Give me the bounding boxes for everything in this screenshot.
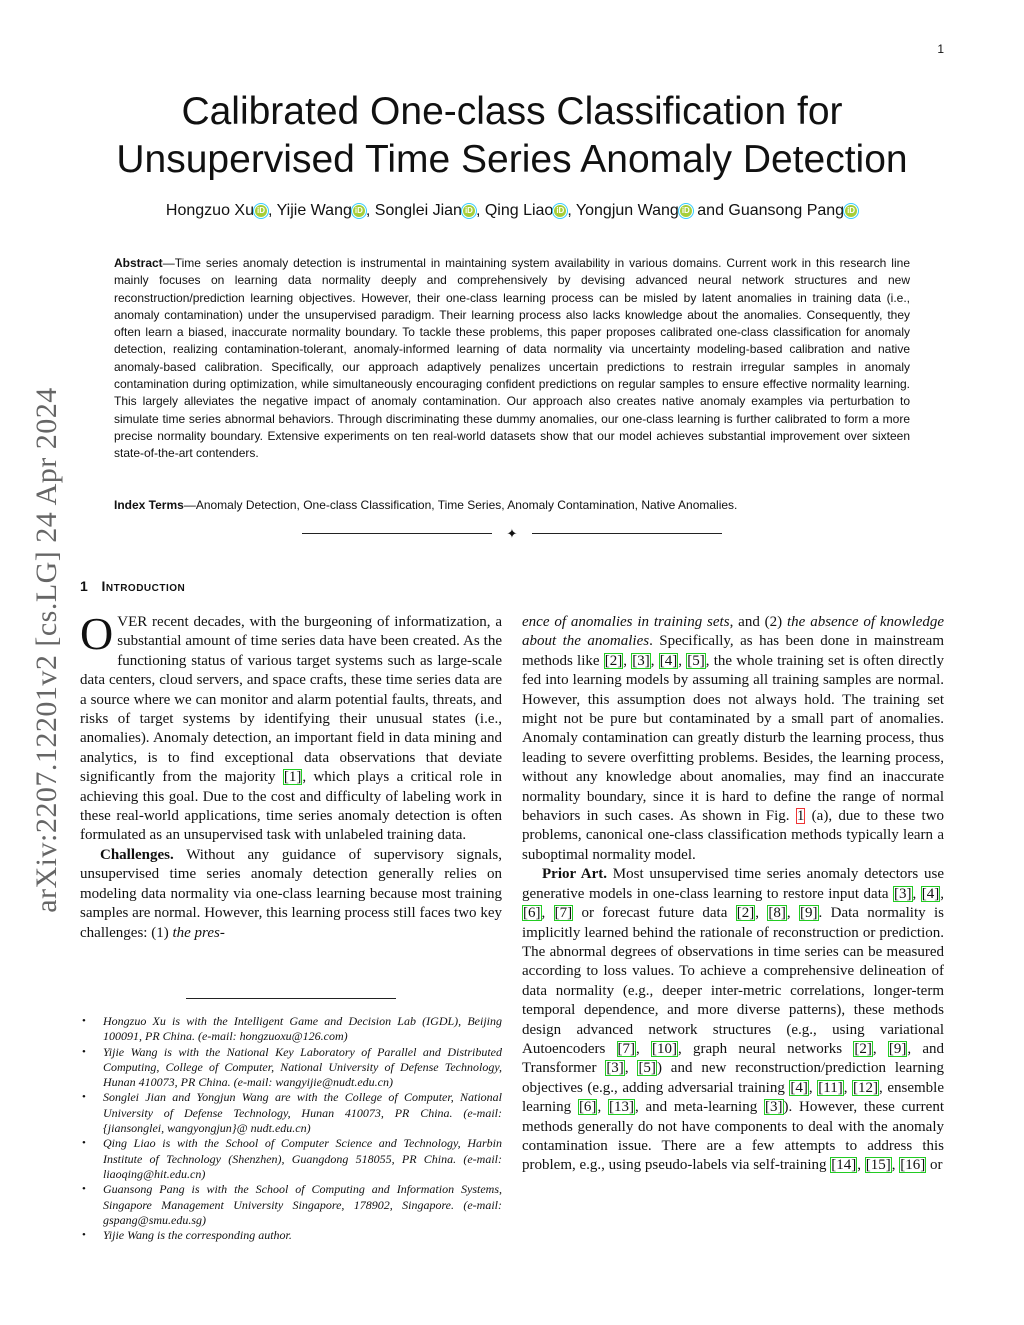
right-column — [522, 613, 944, 1176]
intro-paragraph: OVER recent decades, with the burgeoning of informatization, a substantial amount of time series data have been created. As the functioning status of various target systems such as large-scale data centers, cloud servers, and space crafts, these time series data are a source where we can monitor and alarm potential faults, threats, and risks of target systems by identifying their unusual states (i.e., anomalies). Anomaly detection, an important field in data mining and analytics, is to find exceptional data observations that deviate significantly from the majority [1], which plays a critical role in achieving this goal. Due to the cost and difficulty of labeling work in these real-world applications, time series anomaly detection is often formulated as an unsupervised task with unlabeled training data. — [80, 608, 503, 844]
citation-link[interactable]: [5] — [638, 1060, 656, 1077]
citation-link[interactable]: [3] — [632, 652, 650, 669]
citation-link[interactable]: [6] — [523, 905, 541, 922]
section-heading — [80, 578, 185, 594]
citation-link[interactable]: [7] — [617, 1040, 636, 1057]
citation-link[interactable]: [4] — [921, 885, 940, 902]
arxiv-sidebar — [22, 350, 72, 950]
index-terms-label: Index Terms — [114, 498, 184, 512]
footnote-item: • Guansong Pang is with the School of Computing and Information Systems, Singapore Management University Singapore, 178902, Singapore. (e-mail: gspang@smu.edu.sg) — [80, 1182, 502, 1228]
citation-link[interactable]: [1] — [283, 769, 302, 786]
abstract-label: Abstract — [114, 256, 163, 270]
author-footnotes — [80, 1014, 502, 1243]
citation-link[interactable]: [9] — [888, 1040, 907, 1057]
challenges-paragraph: Challenges. Without any guidance of supervisory signals, unsupervised time series anomaly detection generally relies on modeling data normality via one-class learning because most training samples are normal. However, this learning process still faces two key challenges: (1) the pres- — [80, 846, 502, 941]
citation-link[interactable]: [16] — [900, 1157, 926, 1174]
citation-link[interactable]: [9] — [800, 905, 818, 922]
author-list — [80, 202, 944, 220]
citation-link[interactable]: [14] — [831, 1157, 857, 1174]
citation-link[interactable]: [12] — [853, 1079, 879, 1096]
challenges-continued-paragraph: ence of anomalies in training sets, and (2) the absence of knowledge about the anomalies. Specifically, as has been done in mainstream methods like [2], [3], [4], [5], the whole training set is often directly fed into learning models by assuming all training samples are normal. However, this assumption does not always hold. The training set might not be pure but contaminated by a small part of anomalies. Anomaly contamination can greatly disturb the learning process, thus leading to severe overfitting problems. Besides, the learning process, without any knowledge about anomalies, may find an inaccurate normality boundary, since it is hard to define the range of normal behaviors in such cases. As shown in Fig. 1 (a), due to these two problems, canonical one-class classification methods typically learn a suboptimal normality model. — [522, 614, 945, 863]
citation-link[interactable]: [2] — [736, 905, 755, 922]
orcid-id-icon[interactable]: iD — [464, 205, 473, 215]
footnote-item: • Yijie Wang is with the National Key Laboratory of Parallel and Distributed Computing, College of Computer, National University of Defense Technology, Hunan 410073, PR China. (e-mail: wangyijie@nudt.edu.cn) — [80, 1045, 502, 1091]
abstract — [114, 255, 910, 463]
citation-link[interactable]: [2] — [854, 1040, 872, 1057]
abstract-text: —Time series anomaly detection is instrumental in maintaining system availability in various domains. Current work in this research line mainly focuses on learning data normality deeply and comprehensively by devising advanced neural network structures and new reconstruction/prediction learning objectives. However, their one-class learning process can be misled by latent anomalies in training data (i.e., anomaly contamination) under the unsupervised paradigm. Their learning process also lacks knowledge about the anomalies. Consequently, they often learn a biased, inaccurate normality boundary. To tackle these problems, this paper proposes calibrated one-class classification for anomaly detection, realizing contamination-tolerant, anomaly-informed learning of data normality via uncertainty modeling-based calibration and native anomaly-based calibration. Specifically, our approach adaptively penalizes uncertain predictions to restrain irregular samples in anomaly contamination during optimization, while simultaneously encouraging confident predictions on regular samples to ensure effective normality learning. This largely alleviates the negative impact of anomaly contamination. Our approach also creates native anomaly examples via perturbation to simulate time series abnormal behaviors. Through discriminating these dummy anomalies, our one-class learning is further calibrated to form a more precise normality boundary. Extensive experiments on ten real-world datasets show that our model achieves substantial improvement over sixteen state-of-the-art contenders. — [114, 256, 910, 461]
footnote-item: • Yijie Wang is the corresponding author. — [80, 1228, 502, 1243]
author-name: Hongzuo Xu — [165, 202, 254, 219]
left-column — [80, 608, 503, 943]
section-divider — [302, 526, 722, 542]
section-number: 1 — [80, 578, 89, 594]
prior-art-paragraph: Prior Art. Most unsupervised time series anomaly detectors use generative models in one-class learning to restore input data [3], [4], [6], [7] or forecast future data [2], [8], [9]. Data normality is implicitly learned behind the rationale of reconstruction or prediction. The abnormal degrees of observations in time series can be measured according to loss values. To achieve a comprehensive delineation of data normality (e.g., deeper inter-metric correlations, longer-term temporal dependence, and more diverse patterns), these methods design advanced network structures (e.g., using variational Autoencoders [7], [10], graph neural networks [2], [9], and Transformer [3], [5]) and new reconstruction/prediction learning objectives (e.g., adding adversarial training [4], [11], [12], ensemble learning [6], [13], and meta-learning [3]). However, these current methods generally do not have components to deal with the anomaly contamination issue. There are a few attempts to address this problem, e.g., using pseudo-labels via self-training [14], [15], [16] or — [522, 866, 945, 1174]
four-point-star-icon: ✦ — [506, 526, 518, 541]
citation-link[interactable]: [4] — [790, 1079, 808, 1096]
citation-link[interactable]: [10] — [652, 1040, 678, 1057]
author-name: and Guansong Pang — [692, 202, 845, 219]
index-terms-text: —Anomaly Detection, One-class Classification, Time Series, Anomaly Contamination, Native Anomalies. — [183, 498, 738, 512]
citation-link[interactable]: [4] — [659, 652, 678, 669]
figure-reference-link[interactable]: 1 — [796, 808, 805, 825]
citation-link[interactable]: [3] — [894, 885, 912, 902]
arxiv-identifier: arXiv:2207.12201v2 [cs.LG] 24 Apr 2024 — [30, 387, 63, 913]
orcid-id-icon[interactable]: iD — [847, 205, 856, 215]
citation-link[interactable]: [13] — [608, 1099, 634, 1116]
citation-link[interactable]: [8] — [768, 905, 786, 922]
footnote-item: • Hongzuo Xu is with the Intelligent Game and Decision Lab (IGDL), Beijing 100091, PR China. (e-mail: hongzuoxu@126.com) — [80, 1014, 502, 1045]
footnote-item: • Songlei Jian and Yongjun Wang are with the College of Computer, National University of Defense Technology, Hunan 410073, PR China. (e-mail: {jiansonglei, wangyongjun}@ nudt.edu.cn) — [80, 1090, 502, 1136]
citation-link[interactable]: [15] — [865, 1157, 891, 1174]
author-name: , Songlei Jian — [365, 202, 462, 219]
citation-link[interactable]: [3] — [606, 1060, 624, 1077]
author-name: , Yongjun Wang — [567, 202, 679, 219]
paper-title: Calibrated One-class Classification for Unsupervised Time Series Anomaly Detection — [116, 90, 908, 181]
citation-link[interactable]: [5] — [687, 652, 705, 669]
citation-link[interactable]: [7] — [554, 905, 573, 922]
index-terms — [114, 498, 910, 512]
author-name: , Yijie Wang — [267, 202, 352, 219]
author-name: , Qing Liao — [475, 202, 554, 219]
orcid-id-icon[interactable]: iD — [354, 205, 363, 215]
page-number: 1 — [937, 42, 944, 56]
orcid-id-icon[interactable]: iD — [556, 205, 565, 215]
footnote-item: • Qing Liao is with the School of Computer Science and Technology, Harbin Institute of Technology (Shenzhen), Guangdong 518055, PR China. (e-mail: liaoqing@hit.edu.cn) — [80, 1136, 502, 1182]
orcid-id-icon[interactable]: iD — [256, 205, 265, 215]
citation-link[interactable]: [6] — [578, 1099, 597, 1116]
orcid-id-icon[interactable]: iD — [681, 205, 690, 215]
citation-link[interactable]: [3] — [765, 1099, 783, 1116]
citation-link[interactable]: [2] — [604, 652, 623, 669]
citation-link[interactable]: [11] — [818, 1079, 843, 1096]
footnote-rule — [186, 998, 396, 999]
drop-cap: O — [80, 608, 114, 659]
section-title: Introduction — [101, 578, 186, 594]
